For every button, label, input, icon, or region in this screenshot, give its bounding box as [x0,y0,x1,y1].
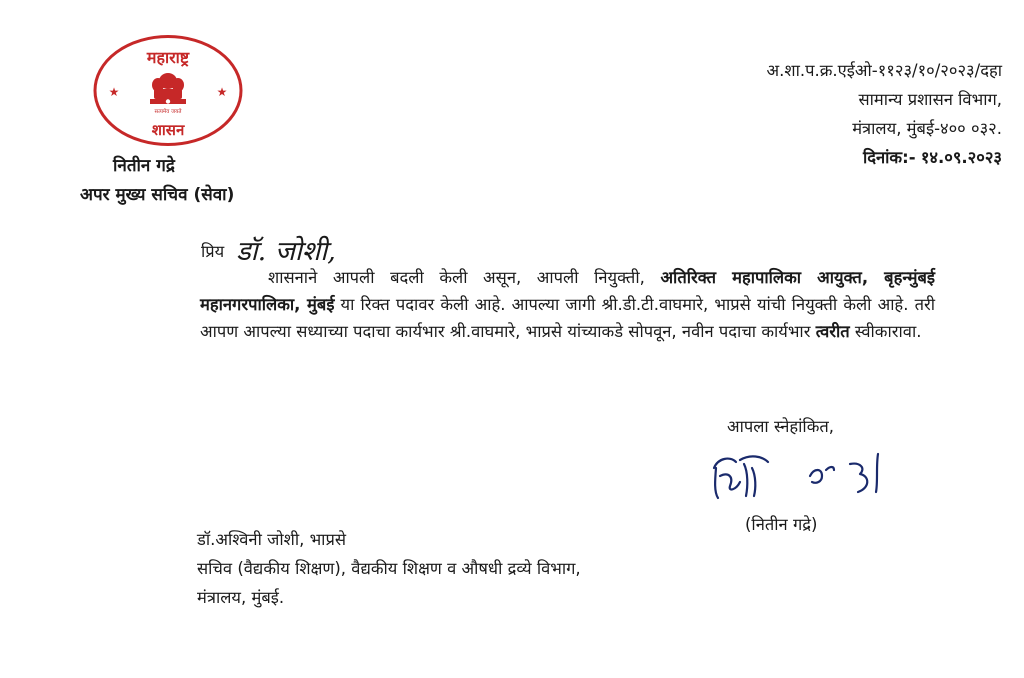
reference-block [662,56,1002,172]
body-bold-urgency: त्वरीत [815,322,850,341]
body-text-part1: शासनाने आपली बदली केली असून, आपली नियुक्ती, [268,268,661,287]
closing-phrase: आपला स्नेहांकित, [727,417,835,436]
salutation-prefix: प्रिय [201,242,225,261]
handwritten-signature [700,446,890,506]
svg-text:★: ★ [216,85,228,99]
body-text-part3: स्वीकारावा. [849,322,922,341]
body-bold-posting: अतिरिक्त महापालिका आयुक्त, बृहन्मुंबई महानगरपालिका, मुंबई [200,268,935,314]
body-text-part2: या रिक्त पदावर केली आहे. आपल्या जागी श्री.डी.टी.वाघमारे, भाप्रसे यांची नियुक्ती केली आहे. तरी आपण आपल्या सध्याच्या पदाचा कार्यभार श्री.वाघमारे, भाप्रसे यांच्याकडे सोपवून, नवीन पदाचा कार्यभार [200,295,935,341]
salutation [201,228,336,265]
svg-text:★: ★ [108,85,120,99]
date-label: दिनांक:- [862,148,916,167]
letter-body [200,264,935,345]
reference-number: अ.शा.प.क्र.एईओ-११२३/१०/२०२३/दहा [766,61,1002,80]
recipient-block [197,525,581,612]
svg-text:शासन: शासन [151,121,185,139]
issuer-name: नितीन गद्रे [113,156,175,176]
signatory-name: (नितीन गद्रे) [745,515,818,534]
recipient-name: डॉ.अश्विनी जोशी, भाप्रसे [197,530,347,549]
body-paragraph [200,264,935,345]
issuer-title: अपर मुख्य सचिव (सेवा) [80,185,235,205]
office-address: मंत्रालय, मुंबई-४०० ०३२. [852,119,1002,138]
svg-text:सत्यमेव जयते: सत्यमेव जयते [154,109,182,115]
date-value: १४.०९.२०२३ [920,148,1002,167]
salutation-name-handwritten: डॉ. जोशी, [236,236,336,267]
date-line [662,143,1002,172]
svg-text:महाराष्ट्र: महाराष्ट्र [146,48,190,67]
maharashtra-government-seal [92,33,244,148]
recipient-address: मंत्रालय, मुंबई. [197,588,285,607]
recipient-designation: सचिव (वैद्यकीय शिक्षण), वैद्यकीय शिक्षण व औषधी द्रव्ये विभाग, [197,559,581,578]
department: सामान्य प्रशासन विभाग, [858,90,1002,109]
